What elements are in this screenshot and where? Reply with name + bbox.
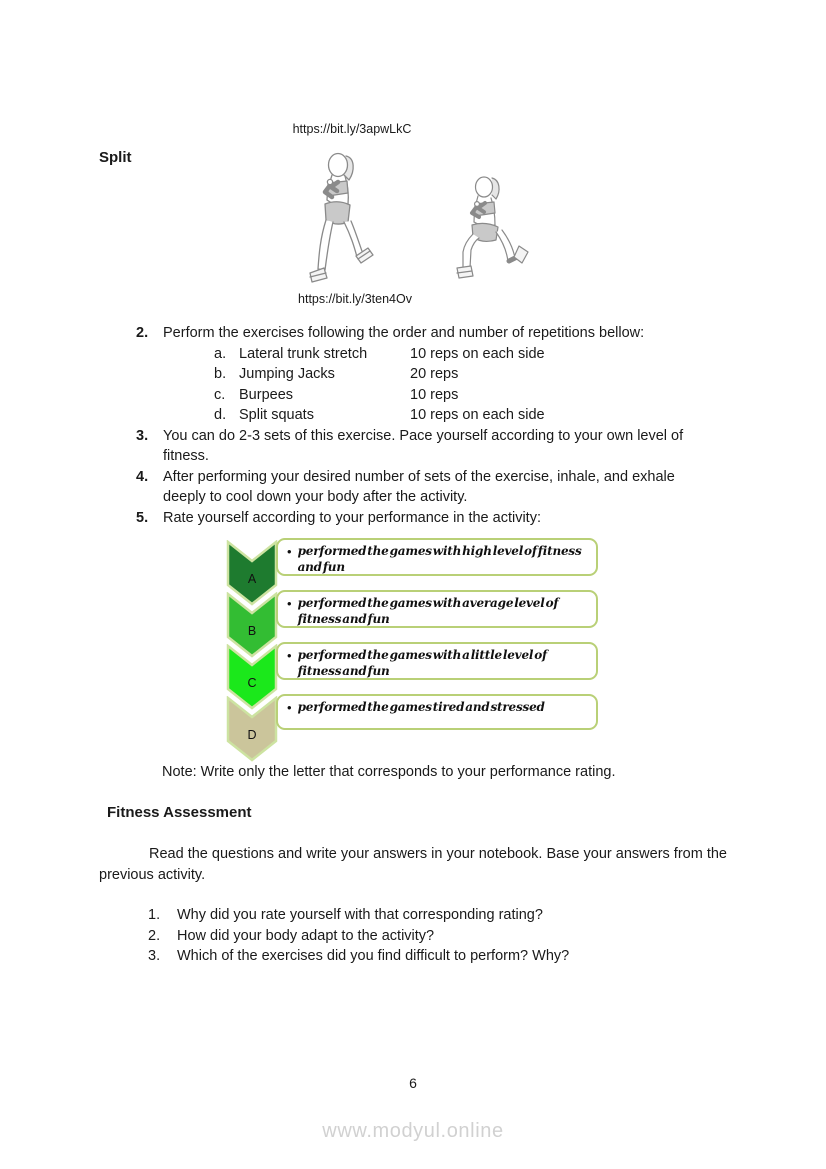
rating-letter: C bbox=[247, 676, 257, 690]
item-number: 3. bbox=[136, 427, 149, 444]
exercise-row bbox=[214, 385, 736, 406]
question-number: 1. bbox=[148, 907, 161, 923]
item-number: 4. bbox=[136, 468, 149, 485]
rating-letter: B bbox=[247, 624, 257, 638]
exercise-row bbox=[214, 364, 736, 385]
question-row bbox=[148, 905, 768, 926]
split-squat-illustration-standing bbox=[301, 151, 375, 291]
question-text: Which of the exercises did you find difficult to perform? Why? bbox=[177, 948, 570, 964]
bullet-icon: • bbox=[287, 544, 292, 559]
bullet-icon: • bbox=[287, 700, 292, 715]
exercise-reps: 10 reps on each side bbox=[410, 345, 545, 362]
rating-box-d bbox=[276, 694, 598, 730]
page-number: 6 bbox=[409, 1075, 417, 1091]
exercise-reps: 10 reps bbox=[410, 386, 459, 403]
exercise-letter: a. bbox=[214, 345, 227, 362]
question-row bbox=[148, 946, 768, 967]
rating-description: performed the games with a little level of fitness and fun bbox=[297, 648, 547, 678]
split-heading: Split bbox=[99, 149, 132, 166]
source-link-top[interactable]: https://bit.ly/3apwLkC bbox=[292, 122, 412, 136]
item-text: Perform the exercises following the order and number of repetitions bellow: bbox=[163, 325, 645, 341]
bullet-icon: • bbox=[287, 596, 292, 611]
performance-rating-diagram bbox=[226, 538, 598, 762]
exercise-letter: d. bbox=[214, 407, 227, 423]
assessment-questions bbox=[148, 905, 768, 967]
item-text: Rate yourself according to your performance in the activity: bbox=[163, 509, 541, 526]
instruction-item-3 bbox=[136, 426, 736, 467]
question-number: 3. bbox=[148, 948, 161, 964]
rating-description: performed the games tired and stressed bbox=[297, 700, 545, 714]
item-number: 2. bbox=[136, 325, 149, 341]
question-text: Why did you rate yourself with that corresponding rating? bbox=[177, 907, 543, 923]
watermark: www.modyul.online bbox=[322, 1120, 504, 1142]
rating-letter: A bbox=[247, 572, 257, 586]
instructions-list bbox=[136, 323, 736, 528]
item-text: You can do 2-3 sets of this exercise. Pace yourself according to your own level of fitness. bbox=[163, 427, 684, 464]
exercise-name: Lateral trunk stretch bbox=[239, 345, 368, 362]
exercise-sublist bbox=[214, 344, 736, 426]
exercise-reps: 10 reps on each side bbox=[410, 407, 545, 423]
exercise-row bbox=[214, 344, 736, 365]
question-number: 2. bbox=[148, 927, 161, 944]
item-number: 5. bbox=[136, 509, 149, 526]
question-text: How did your body adapt to the activity? bbox=[177, 927, 435, 944]
instruction-item-5 bbox=[136, 508, 736, 529]
exercise-row bbox=[214, 405, 736, 426]
exercise-name: Split squats bbox=[239, 407, 314, 423]
rating-description: performed the games with high level of fitness and fun bbox=[297, 544, 582, 574]
instruction-item-2 bbox=[136, 323, 736, 426]
fitness-assessment-heading: Fitness Assessment bbox=[107, 804, 252, 821]
exercise-letter: c. bbox=[214, 386, 226, 403]
instruction-item-4 bbox=[136, 467, 736, 508]
assessment-intro: Read the questions and write your answers in your notebook. Base your answers from the previous activity. bbox=[99, 846, 727, 883]
exercise-reps: 20 reps bbox=[410, 366, 459, 382]
bullet-icon: • bbox=[287, 648, 292, 663]
rating-note: Note: Write only the letter that corresponds to your performance rating. bbox=[162, 764, 616, 780]
chevron-d-icon bbox=[226, 696, 278, 762]
item-text: After performing your desired number of sets of the exercise, inhale, and exhale deeply to cool down your body after the activity. bbox=[163, 468, 675, 505]
exercise-letter: b. bbox=[214, 366, 227, 382]
exercise-name: Jumping Jacks bbox=[239, 366, 335, 382]
question-row bbox=[148, 926, 768, 947]
rating-box-c bbox=[276, 642, 598, 680]
exercise-name: Burpees bbox=[239, 386, 294, 403]
rating-box-a bbox=[276, 538, 598, 576]
rating-letter: D bbox=[247, 728, 257, 742]
source-link-bottom[interactable]: https://bit.ly/3ten4Ov bbox=[298, 292, 412, 306]
rating-box-b bbox=[276, 590, 598, 628]
split-squat-illustration-lunge bbox=[451, 176, 531, 290]
rating-description: performed the games with average level of fitness and fun bbox=[297, 596, 559, 626]
